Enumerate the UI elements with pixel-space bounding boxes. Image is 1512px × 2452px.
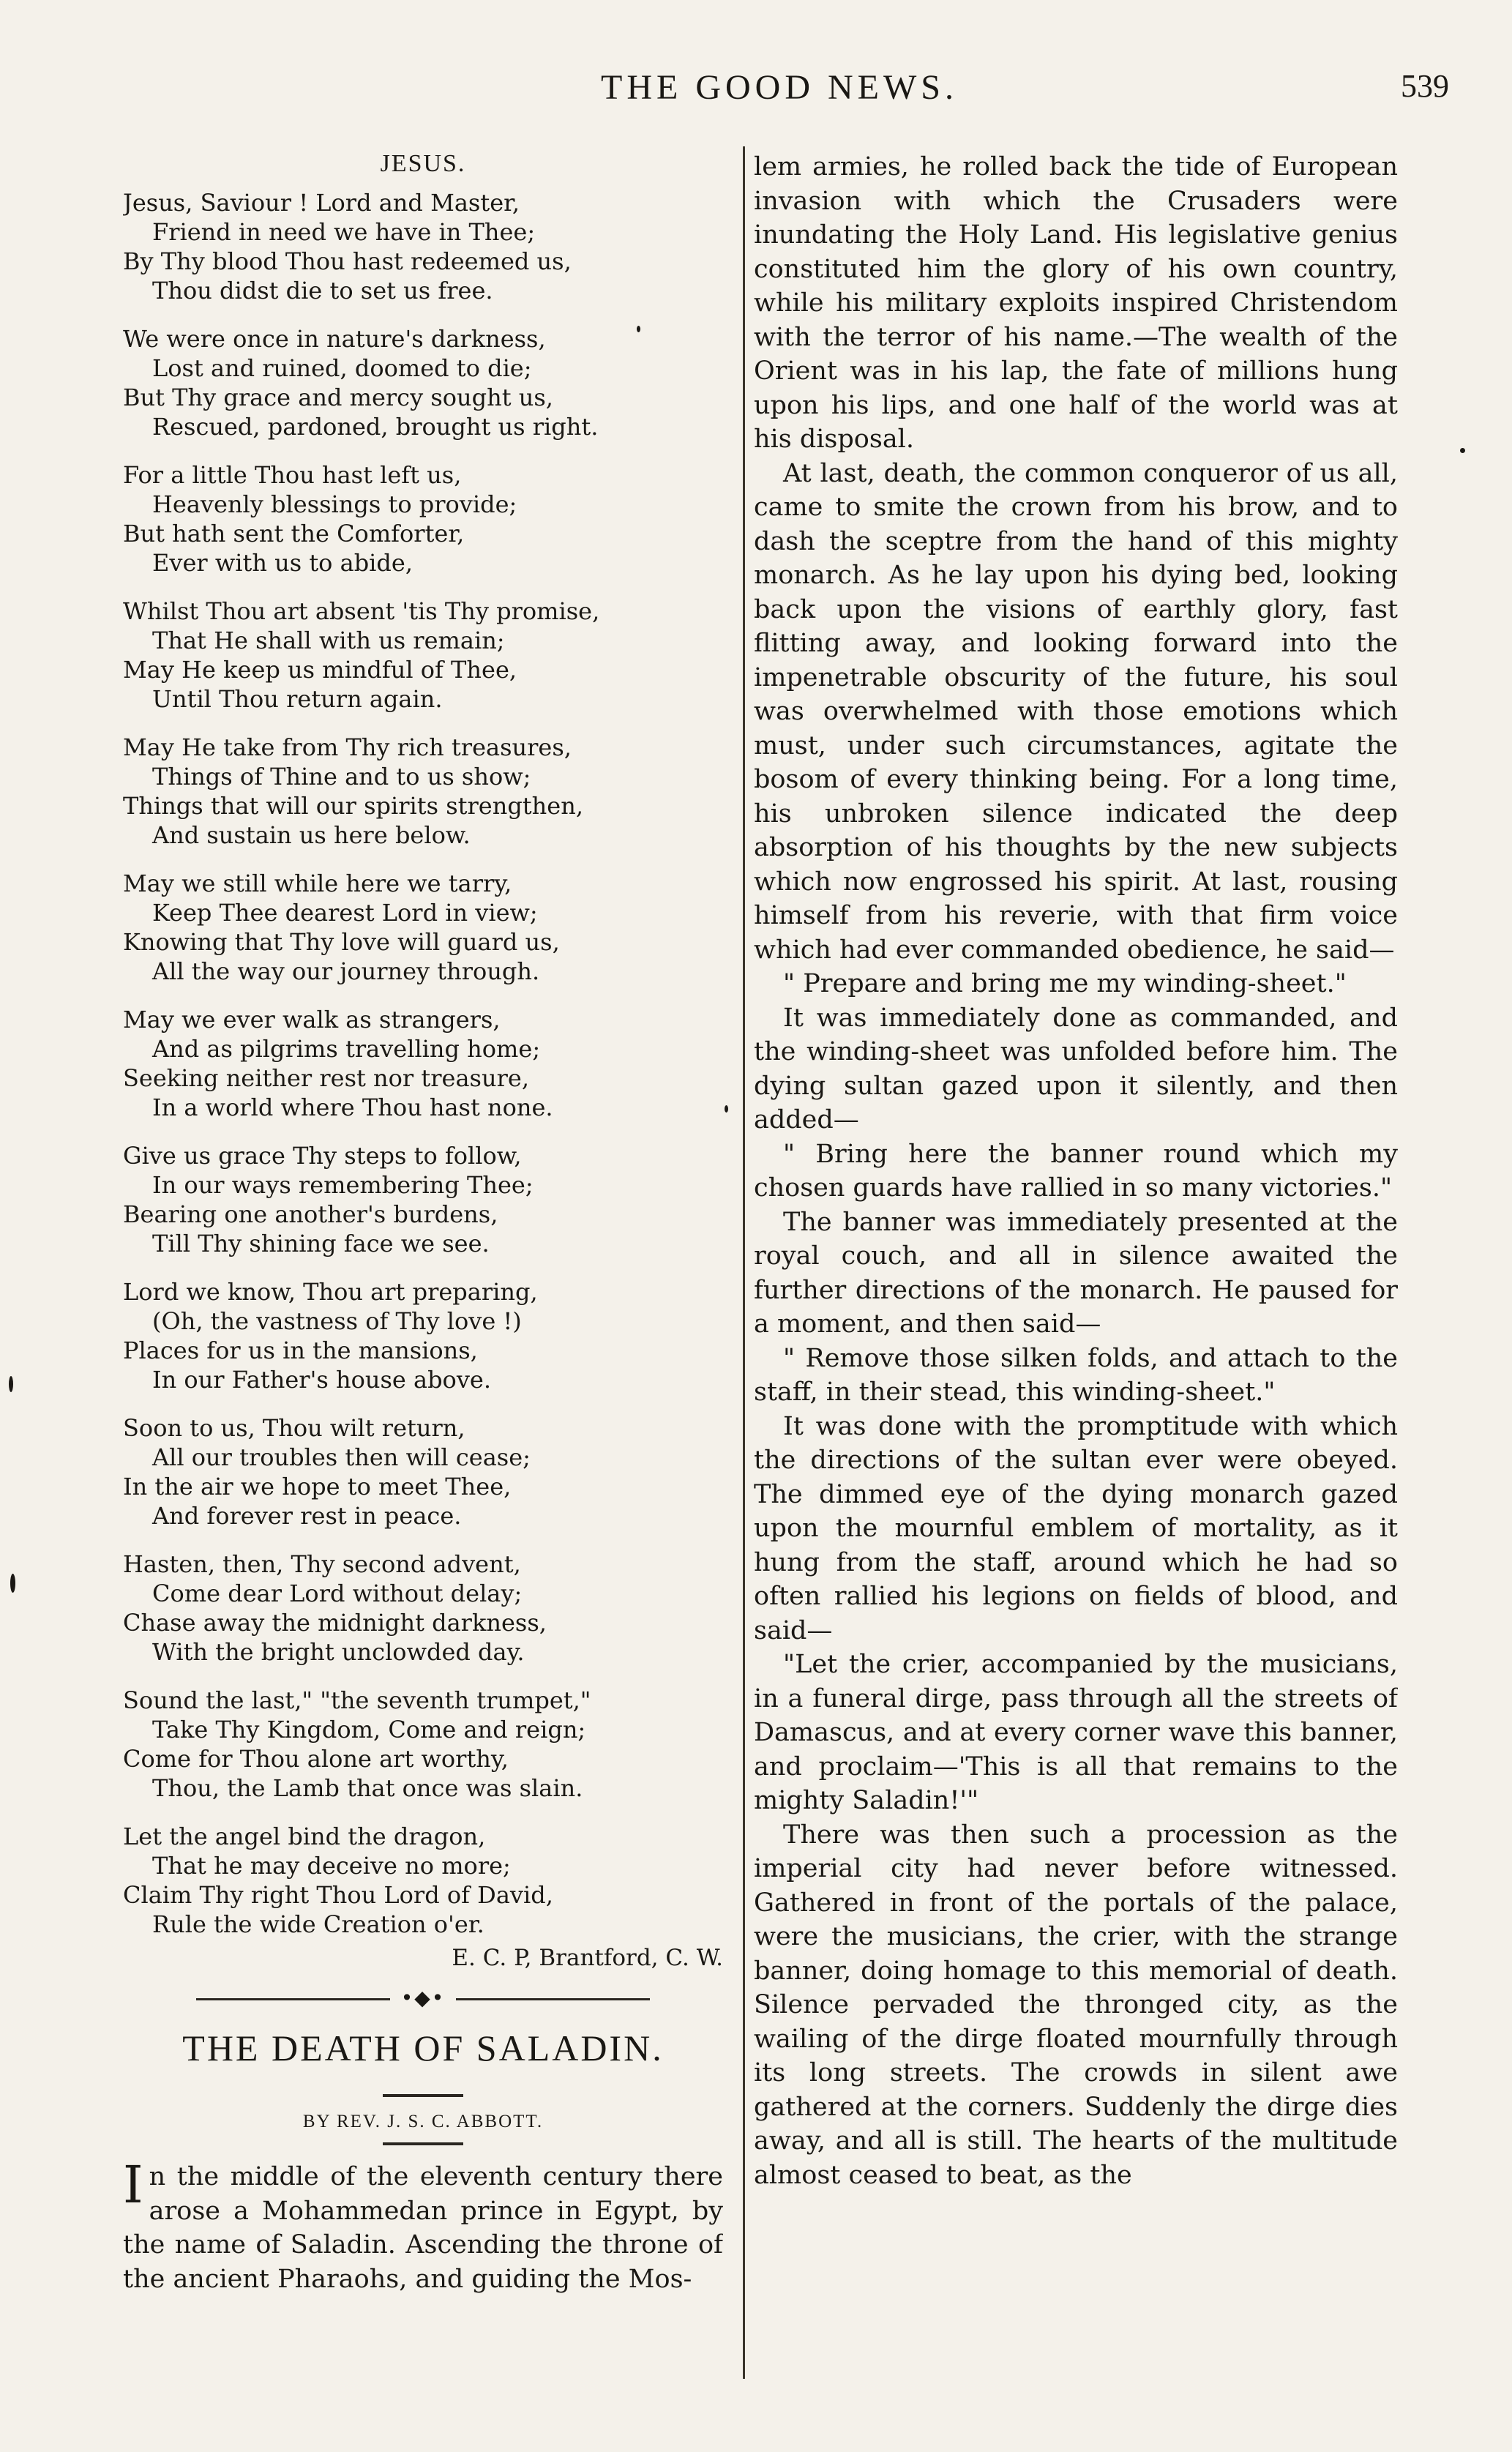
poem-line: And sustain us here below. <box>152 821 471 849</box>
article-paragraph: The banner was immediately presented at the royal couch, and all in silence awaited the further directions of the monarch. He paused for a moment, and then said— <box>754 1207 1398 1339</box>
poem-signature: E. C. P, Brantford, C. W. <box>452 1945 723 1971</box>
article-paragraph: " Remove those silken folds, and attach to the staff, in their stead, this winding-sheet." <box>754 1343 1398 1407</box>
poem-line: In our ways remembering Thee; <box>152 1171 534 1199</box>
poem-stanza <box>123 1550 723 1667</box>
poem-stanza <box>123 869 723 986</box>
poem-line: Things of Thine and to us show; <box>152 763 531 790</box>
poem-line: Bearing one another's burdens, <box>123 1200 498 1228</box>
poem-line: That he may deceive no more; <box>152 1852 511 1880</box>
poem-line: In the air we hope to meet Thee, <box>123 1473 512 1500</box>
poem-line: But Thy grace and mercy sought us, <box>123 384 553 411</box>
poem-line: Come dear Lord without delay; <box>152 1580 523 1607</box>
print-speck <box>637 326 640 332</box>
poem-line: Hasten, then, Thy second advent, <box>123 1550 521 1578</box>
print-speck <box>9 1376 13 1392</box>
print-speck <box>1460 448 1465 453</box>
poem-line: Places for us in the mansions, <box>123 1337 478 1364</box>
article-byline: BY REV. J. S. C. ABBOTT. <box>302 2112 544 2131</box>
poem-stanzas <box>123 188 723 1939</box>
poem-line: In our Father's house above. <box>152 1366 491 1394</box>
poem-line: And forever rest in peace. <box>152 1502 462 1530</box>
poem-line: Seeking neither rest nor treasure, <box>123 1064 529 1092</box>
short-rule-top <box>383 2094 463 2097</box>
poem-line: Let the angel bind the dragon, <box>123 1823 486 1850</box>
print-speck <box>725 1105 728 1113</box>
column-rule <box>743 146 745 2379</box>
poem-line: Come for Thou alone art worthy, <box>123 1745 509 1773</box>
poem-stanza <box>123 324 723 441</box>
poem-line: For a little Thou hast left us, <box>123 461 462 489</box>
poem-line: That He shall with us remain; <box>152 627 505 654</box>
poem-line: Lord we know, Thou art preparing, <box>123 1278 538 1306</box>
article-paragraph: There was then such a procession as the imperial city had never before witnessed. Gathered in front of the portals of the palace, were the musicians, the crier, with the strange banner, doing homage to this memorial of death. Silence pervaded the thronged city, as the wailing of the dirge floated mournfully through its long streets. The crowds in silent awe gathered at the corners. Suddenly the dirge dies away, and all is still. The hearts of the multitude almost ceased to beat, as the <box>754 1820 1398 2190</box>
separator-ornament: •◆• <box>400 1986 446 2010</box>
poem-stanza <box>123 597 723 714</box>
poem-line: With the bright unclowded day. <box>152 1638 525 1666</box>
poem-line: Until Thou return again. <box>152 685 443 713</box>
poem-line: May we still while here we tarry, <box>123 870 512 897</box>
poem-line: In a world where Thou hast none. <box>152 1094 553 1121</box>
poem-line: Jesus, Saviour ! Lord and Master, <box>123 189 520 217</box>
poem-line: Thou didst die to set us free. <box>152 277 493 304</box>
poem-line: May He keep us mindful of Thee, <box>123 656 517 684</box>
running-head <box>110 67 1449 119</box>
poem-line: All our troubles then will cease; <box>152 1443 531 1471</box>
poem-stanza <box>123 1277 723 1394</box>
poem-stanza <box>123 1005 723 1122</box>
poem-line: Chase away the midnight darkness, <box>123 1609 547 1637</box>
poem-line: Keep Thee dearest Lord in view; <box>152 899 538 927</box>
poem-line: Soon to us, Thou wilt return, <box>123 1414 465 1442</box>
short-rule-bottom <box>383 2142 463 2145</box>
poem-line: Knowing that Thy love will guard us, <box>123 928 560 956</box>
poem-stanza <box>123 1413 723 1530</box>
poem-line: May we ever walk as strangers, <box>123 1006 501 1033</box>
poem <box>123 150 723 1973</box>
poem-line: (Oh, the vastness of Thy love !) <box>152 1307 522 1335</box>
poem-line: By Thy blood Thou hast redeemed us, <box>123 247 572 275</box>
section-separator <box>196 1986 650 2010</box>
article-paragraph: " Prepare and bring me my winding-sheet." <box>783 969 1347 998</box>
running-title: THE GOOD NEWS. <box>601 68 958 107</box>
poem-line: Claim Thy right Thou Lord of David, <box>123 1881 553 1909</box>
article-paragraph: It was immediately done as commanded, and the winding-sheet was unfolded before him. The dying sultan gazed upon it silently, and then added— <box>754 1003 1398 1135</box>
poem-line: Give us grace Thy steps to follow, <box>123 1142 522 1170</box>
poem-line: Take Thy Kingdom, Come and reign; <box>152 1716 586 1743</box>
poem-line: Heavenly blessings to provide; <box>152 490 517 518</box>
poem-line: Thou, the Lamb that once was slain. <box>152 1774 583 1802</box>
article-paragraph: In the middle of the eleventh century there arose a Mohammedan prince in Egypt, by the name of Saladin. Ascending the throne of the ancient Pharaohs, and guiding the Mos- <box>123 2155 723 2294</box>
poem-line: Whilst Thou art absent 'tis Thy promise, <box>123 597 600 625</box>
print-speck <box>10 1574 15 1593</box>
article-paragraph: lem armies, he rolled back the tide of European invasion with which the Crusaders were inundating the Holy Land. His legislative genius constituted him the glory of his own country, while his military exploits inspired Christendom with the terror of his name.—The wealth of the Orient was in his lap, the fate of millions hung upon his lips, and one half of the world was at his disposal. <box>754 152 1398 454</box>
poem-line: All the way our journey through. <box>152 957 540 985</box>
page-number: 539 <box>1401 68 1449 104</box>
left-column <box>123 150 723 2448</box>
article-paragraph: It was done with the promptitude with which the directions of the sultan ever were obeyed. The dimmed eye of the dying monarch gazed upon the mournful emblem of mortality, as it hung from the staff, around which he had so often rallied his legions on fields of blood, and said— <box>754 1411 1398 1645</box>
poem-line: Friend in need we have in Thee; <box>152 218 536 246</box>
article-paragraph: "Let the crier, accompanied by the musicians, in a funeral dirge, pass through all the streets of Damascus, and at every corner wave this banner, and proclaim—'This is all that remains to the mighty Saladin!'" <box>754 1650 1398 1815</box>
poem-line: May He take from Thy rich treasures, <box>123 733 572 761</box>
poem-line: Lost and ruined, doomed to die; <box>152 354 532 382</box>
article-paragraph: At last, death, the common conqueror of us all, came to smite the crown from his brow, and to dash the sceptre from the hand of this mighty monarch. As he lay upon his dying bed, looking back upon the visions of earthly glory, fast flitting away, and looking forward into the impenetrable obscurity of the future, his soul was overwhelmed with those emotions which must, under such circumstances, agitate the bosom of every thinking being. For a long time, his unbroken silence indicated the deep absorption of his thoughts by the new subjects which now engrossed his spirit. At last, rousing himself from his reverie, with that firm voice which had ever commanded obedience, he said— <box>754 458 1398 965</box>
poem-line: Ever with us to abide, <box>152 549 413 577</box>
article-title: THE DEATH OF SALADIN. <box>182 2027 664 2068</box>
poem-line: Sound the last," "the seventh trumpet," <box>123 1686 591 1714</box>
poem-stanza <box>123 1686 723 1803</box>
separator-line-right <box>456 1998 650 2000</box>
poem-title: JESUS. <box>380 150 466 177</box>
poem-line: Till Thy shining face we see. <box>152 1230 490 1257</box>
poem-stanza <box>123 460 723 578</box>
separator-line-left <box>196 1998 390 2000</box>
right-column <box>754 150 1398 2448</box>
poem-stanza <box>123 733 723 850</box>
article-body-right <box>754 150 1398 2192</box>
poem-stanza <box>123 188 723 305</box>
poem-stanza <box>123 1141 723 1258</box>
poem-line: And as pilgrims travelling home; <box>152 1035 541 1063</box>
poem-line: Things that will our spirits strengthen, <box>123 792 583 820</box>
poem-stanza <box>123 1822 723 1939</box>
article-body-left <box>123 2155 723 2296</box>
poem-line: We were once in nature's darkness, <box>123 325 546 353</box>
poem-line: Rescued, pardoned, brought us right. <box>152 413 599 441</box>
article-paragraph: " Bring here the banner round which my chosen guards have rallied in so many victories." <box>754 1139 1398 1203</box>
poem-line: Rule the wide Creation o'er. <box>152 1910 484 1938</box>
poem-line: But hath sent the Comforter, <box>123 520 465 547</box>
